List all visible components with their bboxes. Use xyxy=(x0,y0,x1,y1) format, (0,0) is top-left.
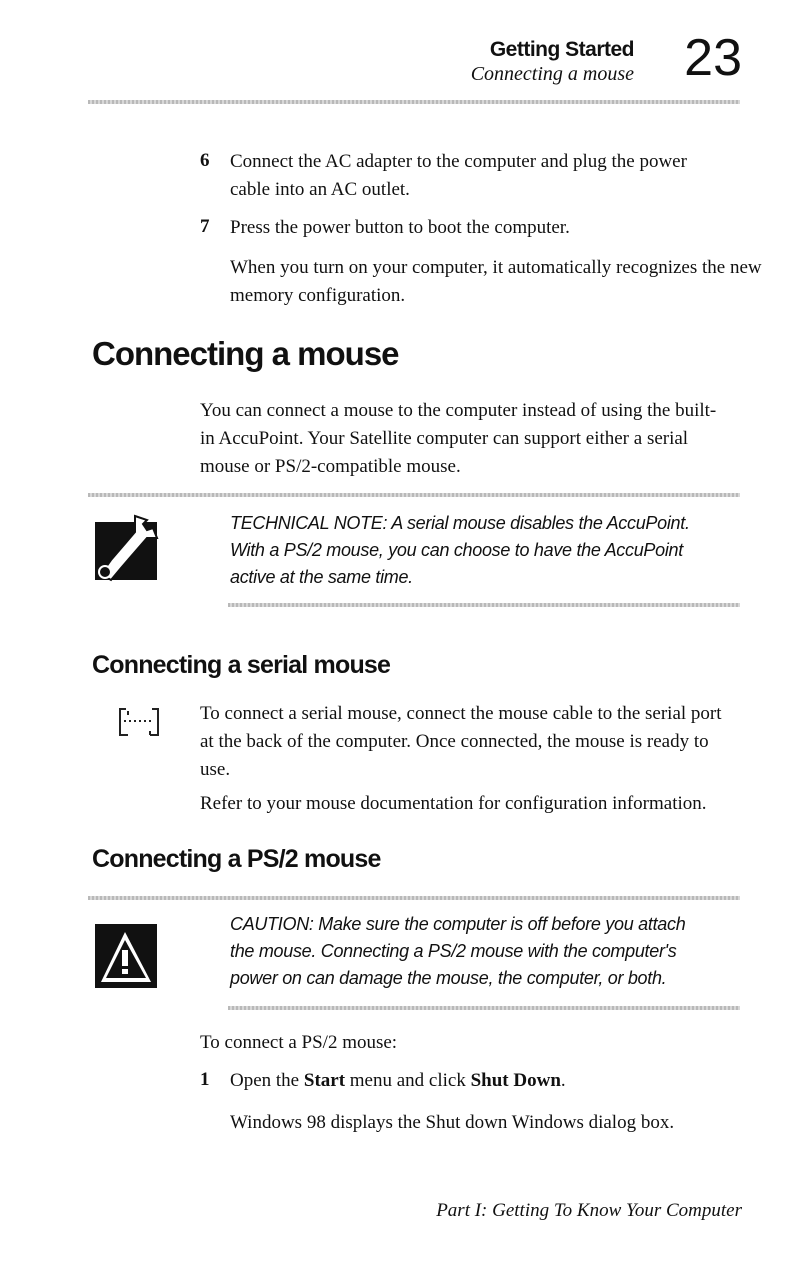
caution-bottom-rule xyxy=(228,1006,740,1010)
note-top-rule xyxy=(88,493,740,497)
running-header-subsection: Connecting a mouse xyxy=(470,63,634,85)
note-bottom-rule xyxy=(228,603,740,607)
technical-note-text: TECHNICAL NOTE: A serial mouse disables the AccuPoint. With a PS/2 mouse, you can choose to have the AccuPoint active at the same time. xyxy=(230,513,690,587)
section-heading-ps2-mouse: Connecting a PS/2 mouse xyxy=(92,845,381,873)
step-1-mid: menu and click xyxy=(345,1070,471,1091)
start-menu-label: Start xyxy=(303,1070,346,1091)
wrench-icon xyxy=(95,514,159,582)
serial-body-2: Refer to your mouse documentation for configuration information. xyxy=(200,793,707,814)
serial-body-1: To connect a serial mouse, connect the mouse cable to the serial port at the back of the computer. Once connected, the mouse is ready to use. xyxy=(200,703,722,780)
step-1-post: . xyxy=(560,1070,566,1091)
ps2-step-1-result: Windows 98 displays the Shut down Windows dialog box. xyxy=(230,1112,675,1133)
section-mouse-body: You can connect a mouse to the computer instead of using the built-in AccuPoint. Your Satellite computer can support either a serial mouse or PS/2-compatible mouse. xyxy=(200,400,717,477)
step-6-text: Connect the AC adapter to the computer and plug the power cable into an AC outlet. xyxy=(230,151,687,200)
section-heading-connecting-mouse: Connecting a mouse xyxy=(92,335,399,372)
step-number-6: 6 xyxy=(200,150,210,171)
serial-port-icon xyxy=(116,703,162,743)
header-rule xyxy=(88,100,740,104)
section-heading-serial-mouse: Connecting a serial mouse xyxy=(92,651,391,679)
page-number: 23 xyxy=(684,29,742,87)
step-7-result: When you turn on your computer, it automatically recognizes the new memory configuration. xyxy=(230,257,762,306)
shut-down-label: Shut Down xyxy=(470,1070,561,1091)
ps2-step-1-text xyxy=(230,1067,566,1095)
step-number-1: 1 xyxy=(200,1069,210,1090)
step-number-7: 7 xyxy=(200,216,210,237)
caution-top-rule xyxy=(88,896,740,900)
step-7-text: Press the power button to boot the computer. xyxy=(230,217,570,238)
ps2-intro: To connect a PS/2 mouse: xyxy=(200,1032,398,1053)
caution-icon xyxy=(95,924,157,988)
step-1-pre: Open the xyxy=(230,1070,304,1091)
caution-text: CAUTION: Make sure the computer is off before you attach the mouse. Connecting a PS/2 mouse with the computer's power on can damage the mouse, the computer, or both. xyxy=(230,914,686,988)
running-header-section: Getting Started xyxy=(489,38,634,61)
page-footer: Part I: Getting To Know Your Computer xyxy=(436,1200,742,1221)
